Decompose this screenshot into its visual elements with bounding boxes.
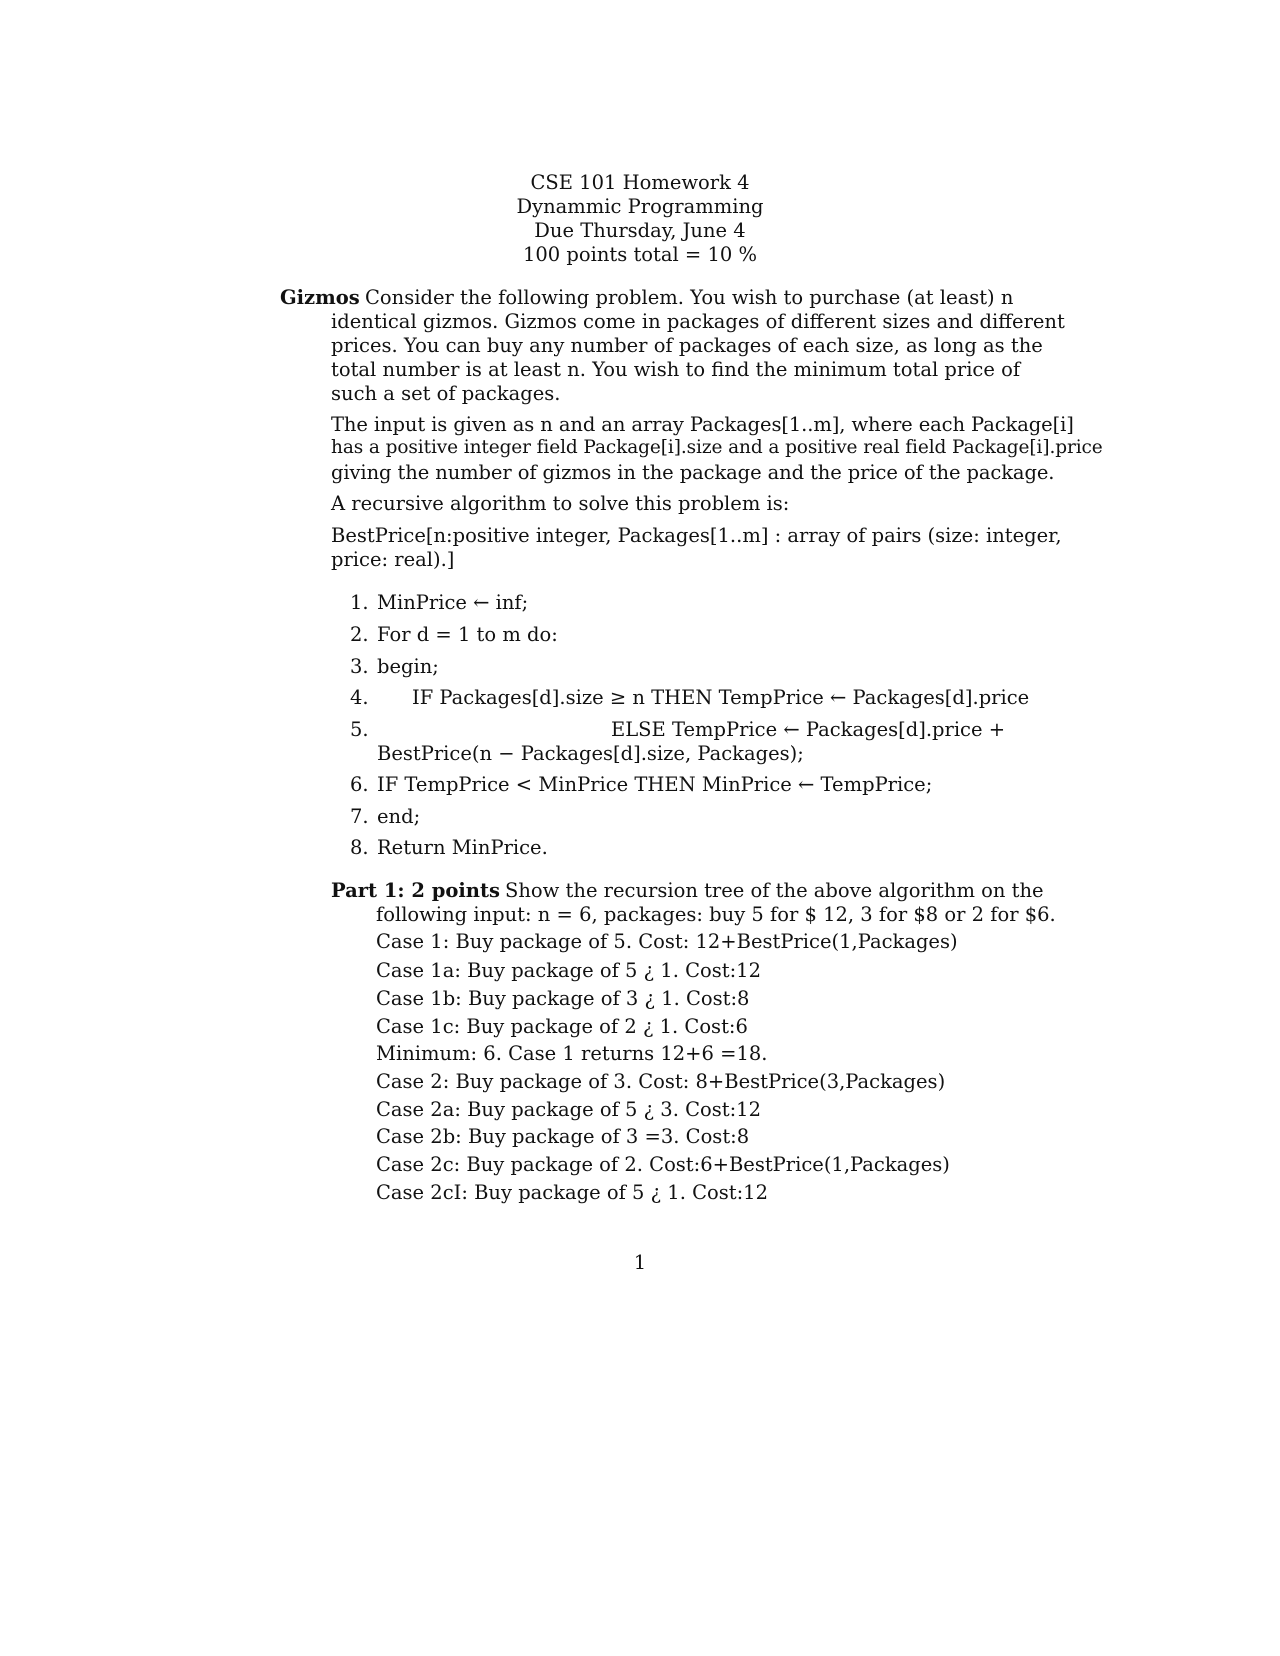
title-course: CSE 101 Homework 4 bbox=[530, 171, 750, 194]
algorithm-step-number: 6. bbox=[350, 773, 369, 796]
recursion-case-line: Case 1c: Buy package of 2 ¿ 1. Cost:6 bbox=[376, 1015, 748, 1038]
gizmos-para1-line: identical gizmos. Gizmos come in packages of different sizes and different bbox=[331, 310, 1065, 333]
part1-intro-line: Show the recursion tree of the above algorithm on the bbox=[505, 879, 1044, 902]
algorithm-step-number: 2. bbox=[350, 623, 369, 646]
recursion-case-line: Case 1b: Buy package of 3 ¿ 1. Cost:8 bbox=[376, 987, 750, 1010]
recursion-case-line: Case 2cI: Buy package of 5 ¿ 1. Cost:12 bbox=[376, 1181, 768, 1204]
gizmos-para1-line: such a set of packages. bbox=[331, 382, 561, 405]
title-points: 100 points total = 10 % bbox=[522, 243, 758, 266]
algorithm-step-text: begin; bbox=[377, 655, 439, 678]
gizmos-para1-line: total number is at least n. You wish to find the minimum total price of bbox=[331, 358, 1021, 381]
algorithm-step-text: For d = 1 to m do: bbox=[377, 623, 558, 646]
algorithm-step-text: ELSE TempPrice ← Packages[d].price + bbox=[611, 718, 1006, 741]
algorithm-step-number: 5. bbox=[350, 718, 369, 741]
recursion-case-line: Case 2b: Buy package of 3 =3. Cost:8 bbox=[376, 1125, 750, 1148]
recursion-case-line: Case 2: Buy package of 3. Cost: 8+BestPrice(3,Packages) bbox=[376, 1070, 946, 1093]
recursion-case-line: Case 2c: Buy package of 2. Cost:6+BestPrice(1,Packages) bbox=[376, 1153, 950, 1176]
title-topic: Dynammic Programming bbox=[516, 195, 764, 218]
algorithm-step-number: 4. bbox=[350, 686, 369, 709]
algorithm-step-text: MinPrice ← inf; bbox=[377, 591, 529, 614]
algorithm-step-text: IF Packages[d].size ≥ n THEN TempPrice ← Packages[d].price bbox=[412, 686, 1030, 709]
recursion-case-line: Case 1: Buy package of 5. Cost: 12+BestPrice(1,Packages) bbox=[376, 930, 958, 953]
gizmos-para2-line: has a positive integer field Package[i].size and a positive real field Package[i].price bbox=[331, 437, 1103, 458]
recursion-case-line: Case 2a: Buy package of 5 ¿ 3. Cost:12 bbox=[376, 1098, 761, 1121]
gizmos-para2-line: The input is given as n and an array Packages[1..m], where each Package[i] bbox=[331, 413, 1074, 436]
recursion-case-line: Minimum: 6. Case 1 returns 12+6 =18. bbox=[376, 1042, 768, 1065]
section-heading-gizmos: Gizmos bbox=[280, 286, 360, 309]
algorithm-signature-line: BestPrice[n:positive integer, Packages[1..m] : array of pairs (size: integer, bbox=[331, 524, 1062, 547]
gizmos-para3: A recursive algorithm to solve this problem is: bbox=[331, 492, 790, 515]
gizmos-para2-line: giving the number of gizmos in the package and the price of the package. bbox=[331, 461, 1055, 484]
algorithm-step-text: BestPrice(n − Packages[d].size, Packages); bbox=[377, 742, 804, 765]
algorithm-step-number: 1. bbox=[350, 591, 369, 614]
title-due-date: Due Thursday, June 4 bbox=[534, 219, 746, 242]
page-number: 1 bbox=[633, 1251, 647, 1274]
part1-intro-line: following input: n = 6, packages: buy 5 for $ 12, 3 for $8 or 2 for $6. bbox=[376, 903, 1056, 926]
algorithm-step-number: 7. bbox=[350, 805, 369, 828]
algorithm-step-text: Return MinPrice. bbox=[377, 836, 548, 859]
gizmos-para1-line: prices. You can buy any number of packages of each size, as long as the bbox=[331, 334, 1043, 357]
gizmos-para1-line: Consider the following problem. You wish to purchase (at least) n bbox=[365, 286, 1014, 309]
algorithm-step-text: end; bbox=[377, 805, 421, 828]
algorithm-step-text: IF TempPrice < MinPrice THEN MinPrice ← TempPrice; bbox=[377, 773, 933, 796]
algorithm-signature-line: price: real).] bbox=[331, 548, 455, 571]
algorithm-step-number: 8. bbox=[350, 836, 369, 859]
recursion-case-line: Case 1a: Buy package of 5 ¿ 1. Cost:12 bbox=[376, 959, 761, 982]
algorithm-step-number: 3. bbox=[350, 655, 369, 678]
part1-heading: Part 1: 2 points bbox=[331, 879, 500, 902]
